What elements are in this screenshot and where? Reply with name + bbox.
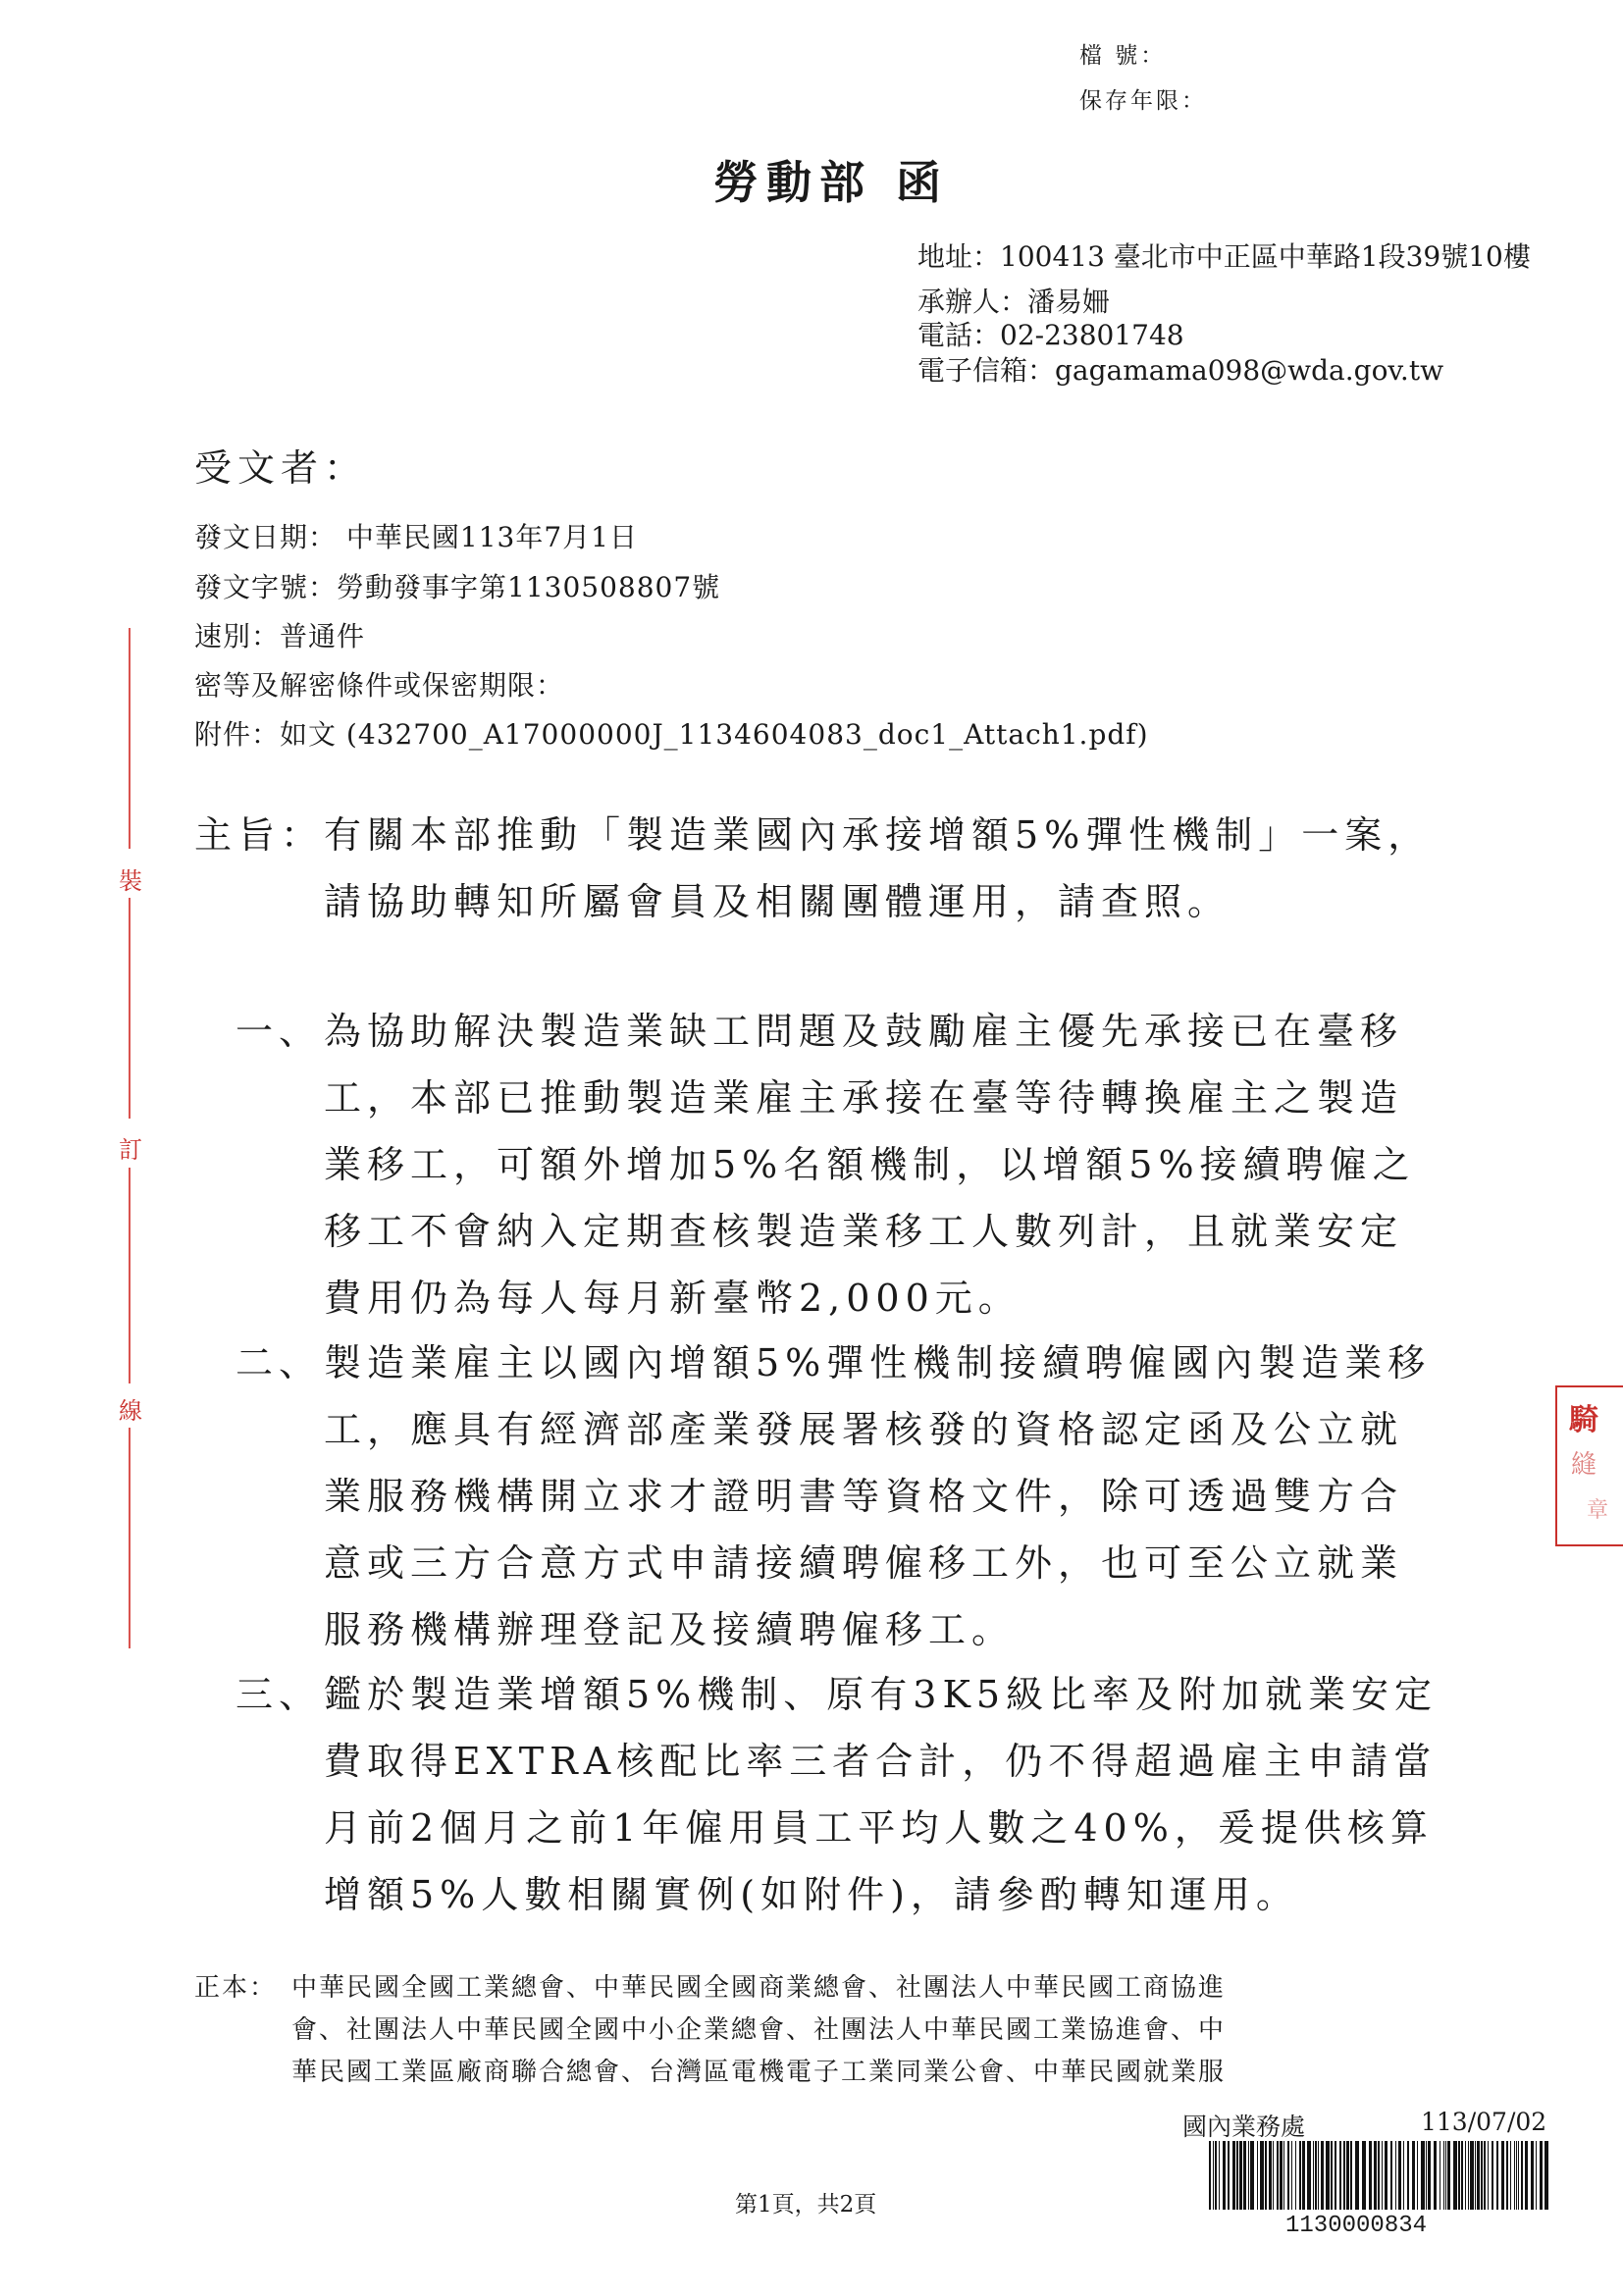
- binding-mark-zhuang: 裝: [119, 867, 142, 895]
- page-number: 第1頁，共2頁: [735, 2192, 877, 2218]
- item-line: 移工不會納入定期查核製造業移工人數列計，且就業安定: [324, 1210, 1404, 1253]
- delivery-speed: 速別：普通件: [194, 620, 366, 652]
- file-number-label: 檔 號：: [1079, 43, 1167, 69]
- item-line: 為協助解決製造業缺工問題及鼓勵雇主優先承接已在臺移: [324, 1010, 1404, 1053]
- item-number: 一、: [236, 1010, 323, 1053]
- subject-line: 有關本部推動「製造業國內承接增額5%彈性機制」一案，: [324, 813, 1432, 857]
- item-line: 服務機構辦理登記及接續聘僱移工。: [324, 1608, 1016, 1651]
- issue-date: 發文日期： 中華民國113年7月1日: [194, 521, 638, 553]
- item-number: 二、: [236, 1341, 323, 1384]
- binding-line-bottom: [129, 1428, 131, 1648]
- item-line: 鑑於製造業增額5%機制、原有3K5級比率及附加就業安定: [324, 1673, 1439, 1716]
- item-line: 增額5%人數相關實例(如附件)，請參酌轉知運用。: [324, 1873, 1299, 1916]
- subject-line: 請協助轉知所屬會員及相關團體運用，請查照。: [324, 880, 1231, 923]
- item-line: 製造業雇主以國內增額5%彈性機制接續聘僱國內製造業移: [324, 1341, 1432, 1384]
- retention-period-label: 保存年限：: [1079, 88, 1207, 114]
- binding-mark-xian: 線: [119, 1397, 142, 1425]
- stamp-char: 縫: [1571, 1450, 1597, 1480]
- item-line: 費用仍為每人每月新臺幣2,000元。: [324, 1277, 1021, 1320]
- item-line: 業服務機構開立求才證明書等資格文件，除可透過雙方合: [324, 1475, 1404, 1518]
- stamp-char: 章: [1587, 1498, 1609, 1523]
- cc-label: 正本：: [194, 1973, 278, 2003]
- subject-label: 主旨：: [194, 813, 325, 857]
- secrecy-level: 密等及解密條件或保密期限：: [194, 669, 565, 702]
- cc-line: 華民國工業區廠商聯合總會、台灣區電機電子工業同業公會、中華民國就業服: [291, 2058, 1227, 2087]
- item-line: 工，本部已推動製造業雇主承接在臺等待轉換雇主之製造: [324, 1076, 1404, 1120]
- item-line: 費取得EXTRA核配比率三者合計，仍不得超過雇主申請當: [324, 1740, 1438, 1783]
- item-line: 月前2個月之前1年僱用員工平均人數之40%，爰提供核算: [324, 1806, 1434, 1850]
- receipt-department: 國內業務處: [1182, 2113, 1306, 2141]
- binding-mark-ding: 訂: [119, 1136, 142, 1164]
- document-title: 勞動部 函: [713, 156, 950, 209]
- receipt-number: 1130000834: [1285, 2213, 1428, 2239]
- cc-line: 中華民國全國工業總會、中華民國全國商業總會、社團法人中華民國工商協進: [291, 1973, 1227, 2003]
- sender-phone: 電話：02-23801748: [917, 319, 1184, 351]
- binding-line-lower: [129, 1168, 131, 1383]
- cc-line: 會、社團法人中華民國全國中小企業總會、社團法人中華民國工業協進會、中: [291, 2015, 1227, 2045]
- sender-email: 電子信箱：gagamama098@wda.gov.tw: [917, 354, 1444, 387]
- seam-stamp: [1555, 1385, 1623, 1546]
- sender-officer: 承辦人：潘易姍: [917, 286, 1111, 318]
- attachment: 附件：如文 (432700_A17000000J_1134604083_doc1_Attach1.pdf): [194, 718, 1149, 751]
- item-line: 工，應具有經濟部產業發展署核發的資格認定函及公立就: [324, 1408, 1404, 1451]
- reference-number: 發文字號：勞動發事字第1130508807號: [194, 571, 721, 603]
- item-line: 意或三方合意方式申請接續聘僱移工外，也可至公立就業: [324, 1541, 1404, 1585]
- item-line: 業移工，可額外增加5%名額機制，以增額5%接續聘僱之: [324, 1143, 1416, 1186]
- receipt-date: 113/07/02: [1421, 2108, 1547, 2136]
- sender-address: 地址：100413 臺北市中正區中華路1段39號10樓: [917, 240, 1531, 273]
- recipient-label: 受文者：: [194, 446, 368, 490]
- binding-line-middle: [129, 898, 131, 1119]
- barcode-icon: [1209, 2141, 1550, 2210]
- stamp-char: 騎: [1569, 1403, 1598, 1437]
- binding-line-top: [129, 628, 131, 849]
- item-number: 三、: [236, 1673, 323, 1716]
